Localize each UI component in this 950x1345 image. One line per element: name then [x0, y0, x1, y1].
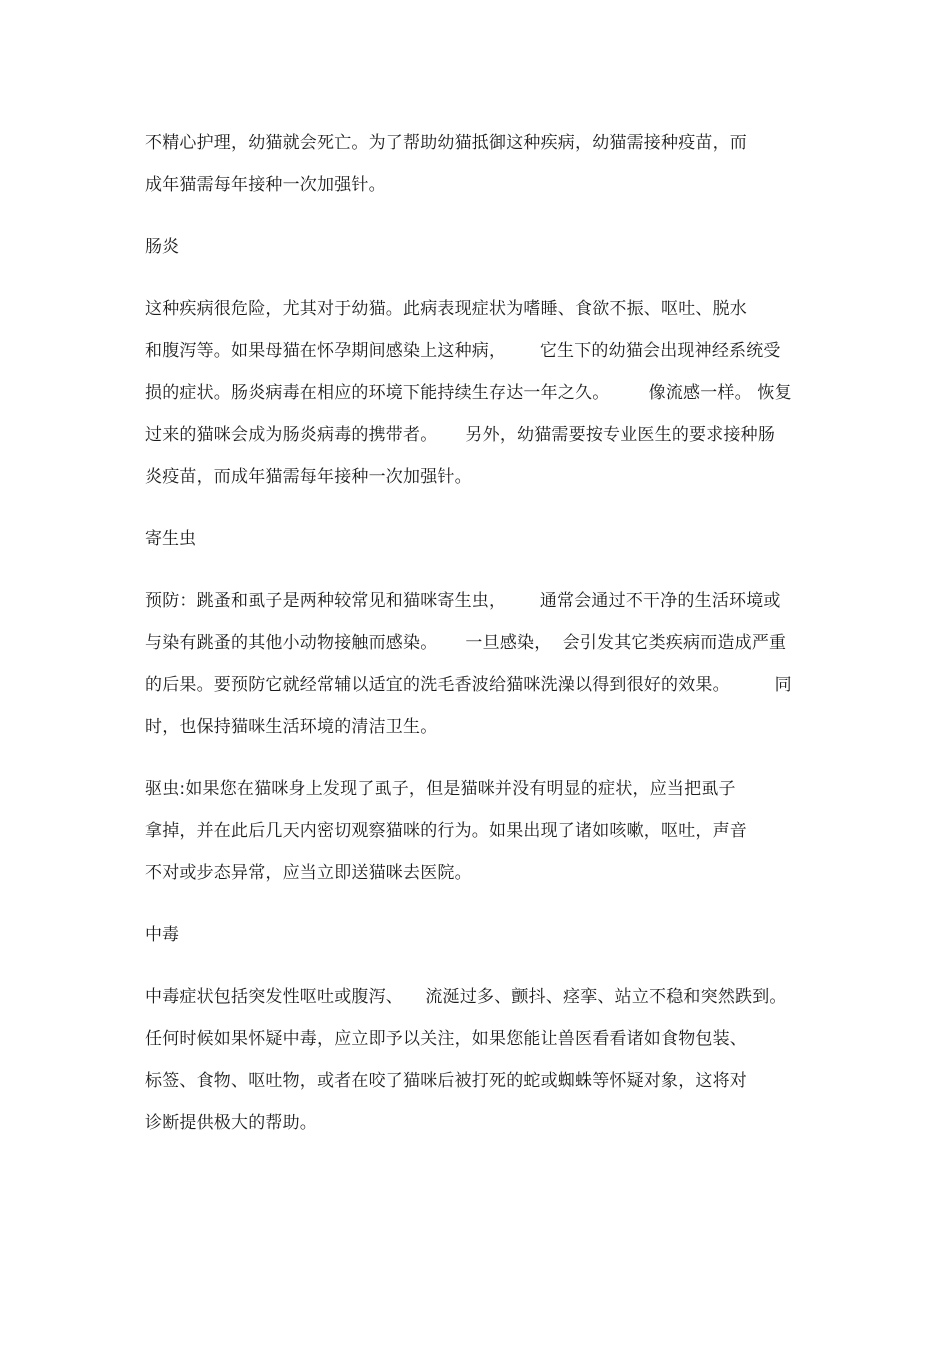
text-line: 标签、食物、呕吐物，或者在咬了猫咪后被打死的蛇或蜘蛛等怀疑对象，这将对 — [145, 1071, 747, 1091]
text-line: 和腹泻等。如果母猫在怀孕期间感染上这种病， 它生下的幼猫会出现神经系统受 — [145, 341, 781, 361]
text-line: 拿掉，并在此后几天内密切观察猫咪的行为。如果出现了诸如咳嗽，呕吐，声音 — [145, 821, 747, 841]
paragraph-vaccine-intro — [145, 122, 810, 206]
text-line: 成年猫需每年接种一次加强针。 — [145, 175, 386, 195]
text-line: 与染有跳蚤的其他小动物接触而感染。 一旦感染， 会引发其它类疾病而造成严重 — [145, 633, 787, 653]
paragraph-poisoning — [145, 976, 810, 1144]
paragraph-parasite-prevention — [145, 580, 810, 748]
text-line: 炎疫苗，而成年猫需每年接种一次加强针。 — [145, 467, 472, 487]
text-line: 的后果。要预防它就经常辅以适宜的洗毛香波给猫咪洗澡以得到很好的效果。 同 — [145, 675, 792, 695]
paragraph-enteritis — [145, 288, 810, 498]
text-line: 中毒症状包括突发性呕吐或腹泻、 流涎过多、颤抖、痉挛、站立不稳和突然跌到。 — [145, 987, 787, 1007]
text-line: 时，也保持猫咪生活环境的清洁卫生。 — [145, 717, 438, 737]
text-line: 不对或步态异常，应当立即送猫咪去医院。 — [145, 863, 472, 883]
text-line: 诊断提供极大的帮助。 — [145, 1113, 317, 1133]
document-body — [145, 122, 810, 1164]
text-line: 任何时候如果怀疑中毒，应立即予以关注，如果您能让兽医看看诸如食物包装、 — [145, 1029, 747, 1049]
text-line: 预防：跳蚤和虱子是两种较常见和猫咪寄生虫， 通常会通过不干净的生活环境或 — [145, 591, 781, 611]
paragraph-deworming — [145, 768, 810, 894]
section-heading-enteritis: 肠炎 — [145, 237, 179, 257]
text-line: 驱虫:如果您在猫咪身上发现了虱子，但是猫咪并没有明显的症状，应当把虱子 — [145, 779, 736, 799]
text-line: 不精心护理，幼猫就会死亡。为了帮助幼猫抵御这种疾病，幼猫需接种疫苗，而 — [145, 133, 747, 153]
text-line: 损的症状。肠炎病毒在相应的环境下能持续生存达一年之久。 像流感一样。 恢复 — [145, 383, 792, 403]
section-heading-parasites: 寄生虫 — [145, 529, 196, 549]
text-line: 这种疾病很危险，尤其对于幼猫。此病表现症状为嗜睡、食欲不振、呕吐、脱水 — [145, 299, 747, 319]
section-heading-poisoning: 中毒 — [145, 925, 179, 945]
text-line: 过来的猫咪会成为肠炎病毒的携带者。 另外，幼猫需要按专业医生的要求接种肠 — [145, 425, 776, 445]
